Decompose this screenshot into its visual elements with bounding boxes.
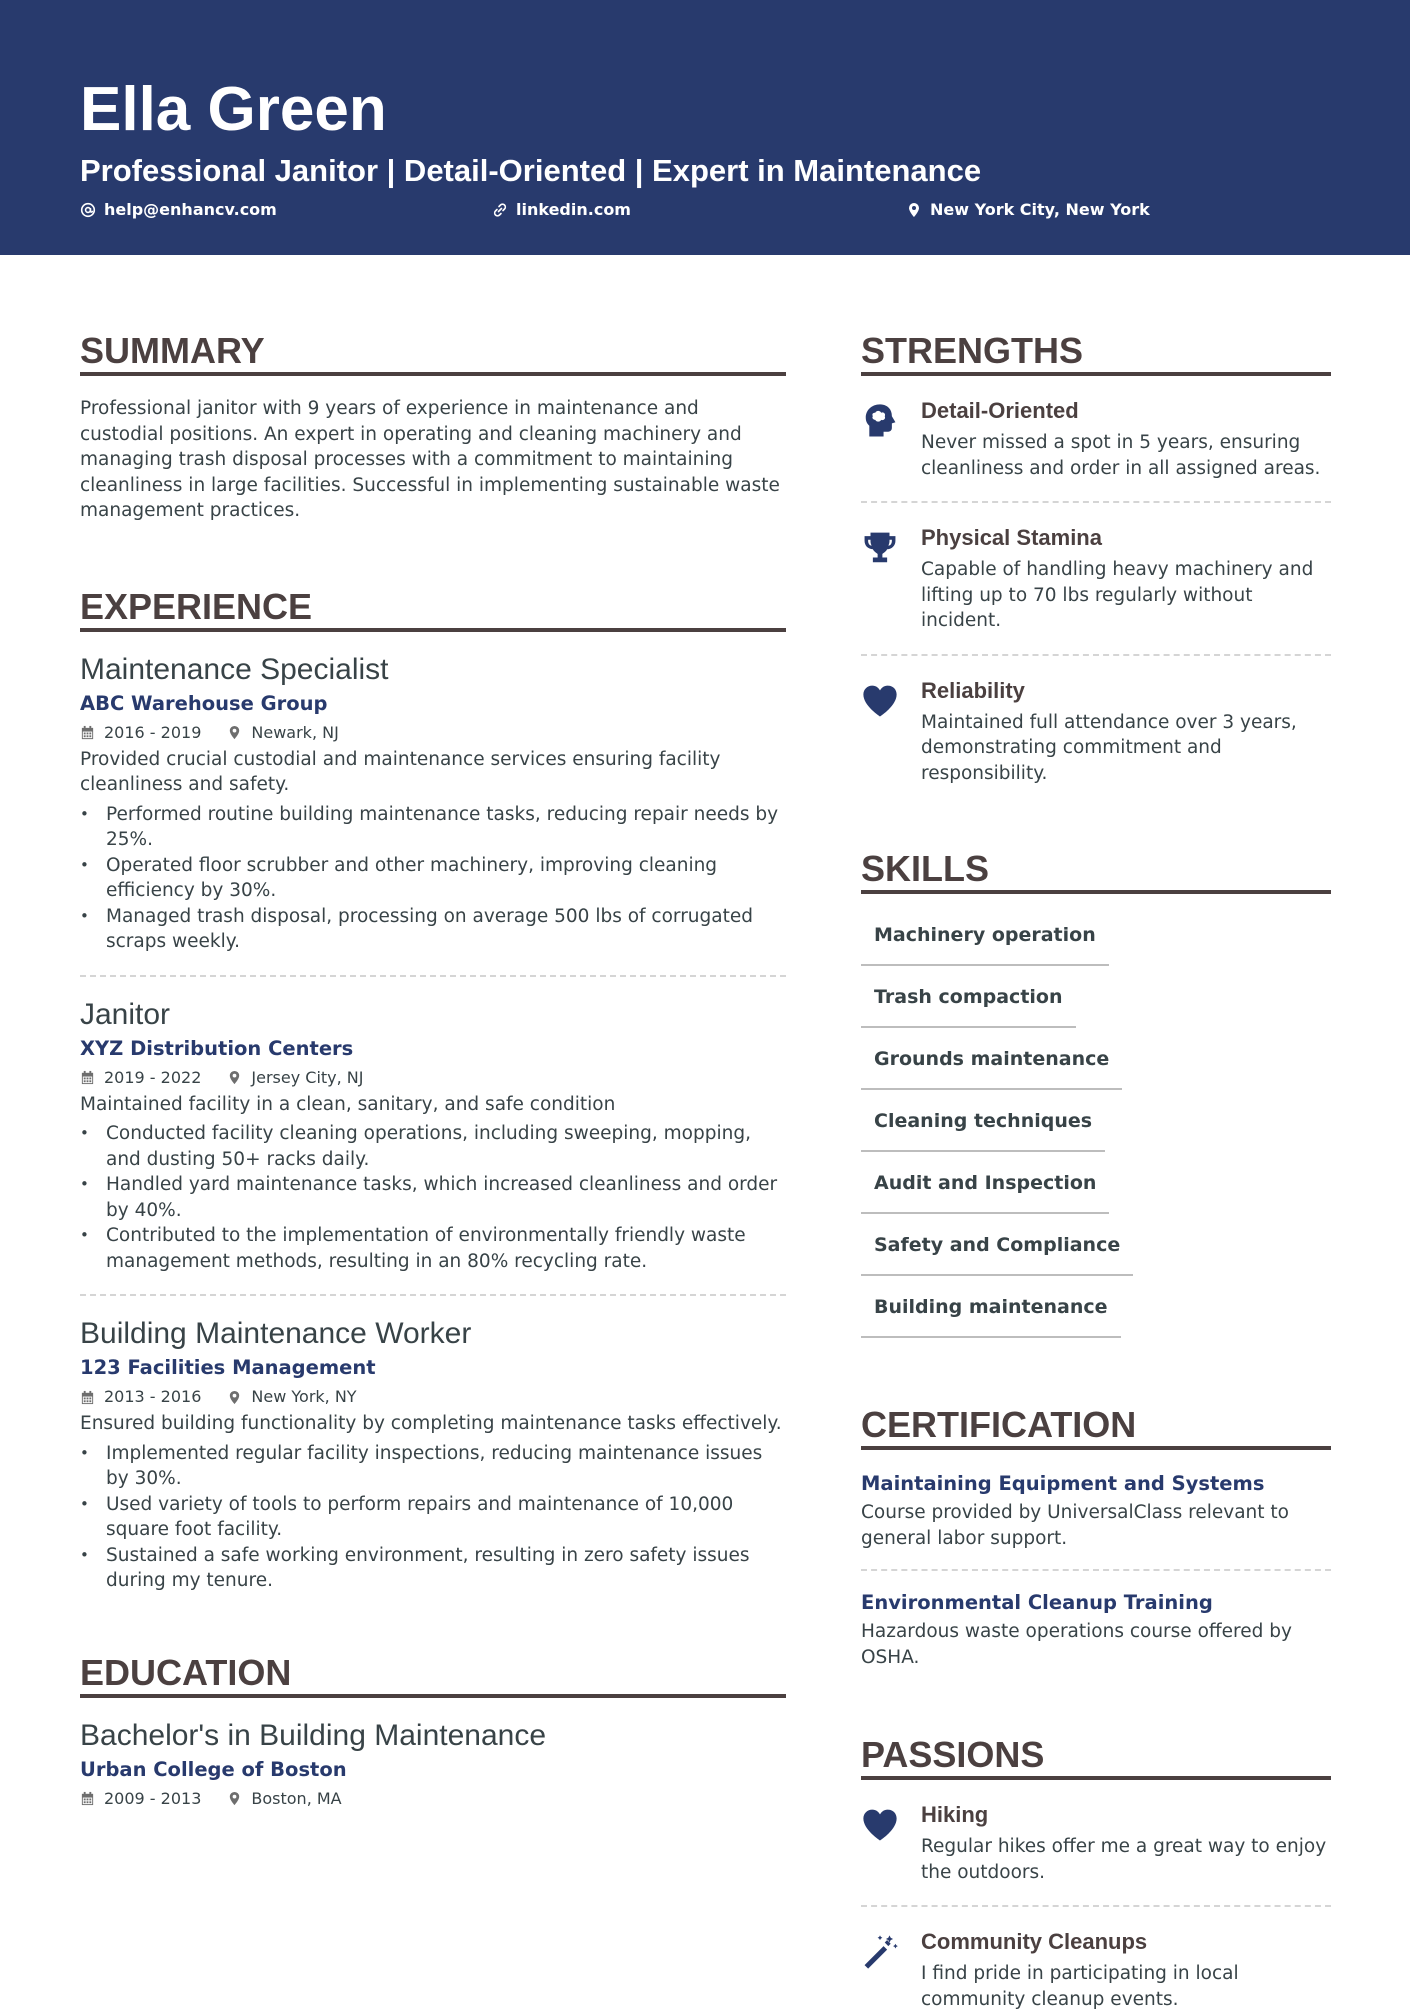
job-meta — [80, 1385, 786, 1409]
candidate-name: Ella Green — [80, 75, 387, 144]
job-description: Maintained facility in a clean, sanitary, and safe condition — [80, 1093, 616, 1115]
school-name: Urban College of Boston — [80, 1757, 347, 1781]
passions-heading: PASSIONS — [861, 1734, 1331, 1780]
contact-location — [906, 198, 1150, 222]
location-pin-icon — [227, 725, 242, 740]
calendar-icon — [80, 1390, 95, 1405]
strength-item — [861, 396, 1331, 481]
passion-item — [861, 1800, 1331, 1885]
strength-desc: Capable of handling heavy machinery and lifting up to 70 lbs regularly without incident. — [921, 559, 1314, 631]
heart-icon — [861, 1806, 899, 1844]
skill-tag: Grounds maintenance — [861, 1030, 1122, 1090]
contact-email[interactable] — [80, 198, 277, 222]
strength-item — [861, 676, 1331, 787]
location-pin-icon — [227, 1390, 242, 1405]
bullet-item: • Implemented regular facility inspections, reducing maintenance issues by 30%. — [80, 1441, 786, 1492]
skill-tag: Trash compaction — [861, 968, 1076, 1028]
divider — [80, 1294, 786, 1296]
strength-title: Detail-Oriented — [921, 398, 1079, 423]
degree-title: Bachelor's in Building Maintenance — [80, 1718, 547, 1752]
summary-heading: SUMMARY — [80, 330, 786, 376]
passion-title: Hiking — [921, 1802, 989, 1827]
location-pin-icon — [227, 1070, 242, 1085]
location-pin-icon — [906, 202, 922, 218]
bullet-item: • Contributed to the implementation of environmentally friendly waste management methods, resulting in an 80% recycling rate. — [80, 1223, 786, 1274]
experience-entry — [80, 1314, 786, 1594]
job-title: Maintenance Specialist — [80, 652, 389, 686]
strength-title: Physical Stamina — [921, 525, 1102, 550]
passion-title: Community Cleanups — [921, 1929, 1148, 1954]
magic-wand-icon — [861, 1933, 899, 1971]
experience-heading: EXPERIENCE — [80, 586, 786, 632]
job-title: Janitor — [80, 997, 171, 1031]
calendar-icon — [80, 1791, 95, 1806]
certification-item — [861, 1470, 1331, 1551]
education-location: Boston, MA — [251, 1788, 342, 1808]
candidate-title: Professional Janitor | Detail-Oriented | Expert in Maintenance — [80, 153, 982, 188]
certification-title: Maintaining Equipment and Systems — [861, 1472, 1265, 1495]
calendar-icon — [80, 1070, 95, 1085]
certification-desc: Course provided by UniversalClass relevant to general labor support. — [861, 1502, 1289, 1549]
divider — [861, 1905, 1331, 1907]
education-dates: 2009 - 2013 — [104, 1788, 202, 1808]
job-location: Jersey City, NJ — [251, 1067, 364, 1087]
divider — [861, 654, 1331, 656]
left-column — [80, 330, 786, 1811]
strength-item — [861, 523, 1331, 634]
location-pin-icon — [227, 1791, 242, 1806]
experience-entry — [80, 995, 786, 1275]
skills-list — [861, 906, 1331, 1340]
linkedin-text: linkedin.com — [516, 200, 631, 219]
summary-text: Professional janitor with 9 years of experience in maintenance and custodial positions. An expert in operating and cleaning machinery and managing trash disposal processes with a commitment to maintaining cleanliness in large facilities. Successful in implementing sustainable waste management practices. — [80, 398, 780, 521]
bullet-item: • Operated floor scrubber and other machinery, improving cleaning efficiency by 30%. — [80, 853, 786, 904]
at-icon — [80, 202, 96, 218]
calendar-icon — [80, 725, 95, 740]
bullet-item: • Conducted facility cleaning operations, including sweeping, mopping, and dusting 50+ racks daily. — [80, 1121, 786, 1172]
education-meta — [80, 1787, 786, 1811]
job-dates: 2013 - 2016 — [104, 1387, 202, 1406]
location-text: New York City, New York — [930, 200, 1150, 219]
job-location: New York, NY — [251, 1387, 357, 1406]
bullet-item: • Used variety of tools to perform repairs and maintenance of 10,000 square foot facility. — [80, 1492, 786, 1543]
passion-desc: I find pride in participating in local community cleanup events. — [921, 1963, 1239, 2010]
email-text: help@enhancv.com — [104, 200, 277, 219]
strength-title: Reliability — [921, 677, 1025, 703]
bullet-item: • Handled yard maintenance tasks, which increased cleanliness and order by 40%. — [80, 1172, 786, 1223]
job-location: Newark, NJ — [251, 722, 339, 742]
passion-item — [861, 1927, 1331, 2012]
job-dates: 2019 - 2022 — [104, 1067, 202, 1087]
link-icon — [492, 202, 508, 218]
certification-heading: CERTIFICATION — [861, 1404, 1331, 1450]
right-column — [861, 330, 1331, 2012]
education-heading: EDUCATION — [80, 1652, 786, 1698]
company-name: 123 Facilities Management — [80, 1356, 376, 1379]
job-dates: 2016 - 2019 — [104, 722, 202, 742]
company-name: ABC Warehouse Group — [80, 691, 328, 715]
job-bullets — [80, 1121, 786, 1274]
certification-desc: Hazardous waste operations course offered by OSHA. — [861, 1621, 1292, 1668]
job-description: Ensured building functionality by completing maintenance tasks effectively. — [80, 1413, 782, 1434]
job-meta — [80, 721, 786, 745]
divider — [861, 501, 1331, 503]
skill-tag: Cleaning techniques — [861, 1092, 1105, 1152]
job-meta — [80, 1066, 786, 1090]
certification-title: Environmental Cleanup Training — [861, 1591, 1213, 1614]
skill-tag: Machinery operation — [861, 906, 1109, 966]
bullet-item: • Managed trash disposal, processing on average 500 lbs of corrugated scraps weekly. — [80, 904, 786, 955]
skill-tag: Safety and Compliance — [861, 1216, 1133, 1276]
job-description: Provided crucial custodial and maintenance services ensuring facility cleanliness and safety. — [80, 748, 721, 795]
job-title: Building Maintenance Worker — [80, 1317, 472, 1350]
company-name: XYZ Distribution Centers — [80, 1036, 354, 1060]
header — [0, 0, 1410, 255]
bullet-item: • Performed routine building maintenance tasks, reducing repair needs by 25%. — [80, 802, 786, 853]
skill-tag: Building maintenance — [861, 1278, 1121, 1338]
job-bullets — [80, 802, 786, 955]
trophy-icon — [861, 529, 899, 567]
certification-item — [861, 1589, 1331, 1670]
bullet-item: • Sustained a safe working environment, resulting in zero safety issues during my tenure. — [80, 1543, 786, 1594]
head-brain-icon — [861, 402, 899, 440]
education-entry — [80, 1716, 786, 1811]
passion-desc: Regular hikes offer me a great way to enjoy the outdoors. — [921, 1836, 1327, 1883]
skills-heading: SKILLS — [861, 848, 1331, 894]
strength-desc: Never missed a spot in 5 years, ensuring cleanliness and order in all assigned areas. — [921, 432, 1321, 479]
contact-linkedin[interactable] — [492, 198, 631, 222]
strength-desc: Maintained full attendance over 3 years, demonstrating commitment and responsibility. — [921, 711, 1297, 784]
job-bullets — [80, 1441, 786, 1594]
heart-icon — [861, 682, 899, 720]
divider — [861, 1569, 1331, 1571]
experience-entry — [80, 650, 786, 955]
strengths-heading: STRENGTHS — [861, 330, 1331, 376]
divider — [80, 975, 786, 977]
skill-tag: Audit and Inspection — [861, 1154, 1109, 1214]
